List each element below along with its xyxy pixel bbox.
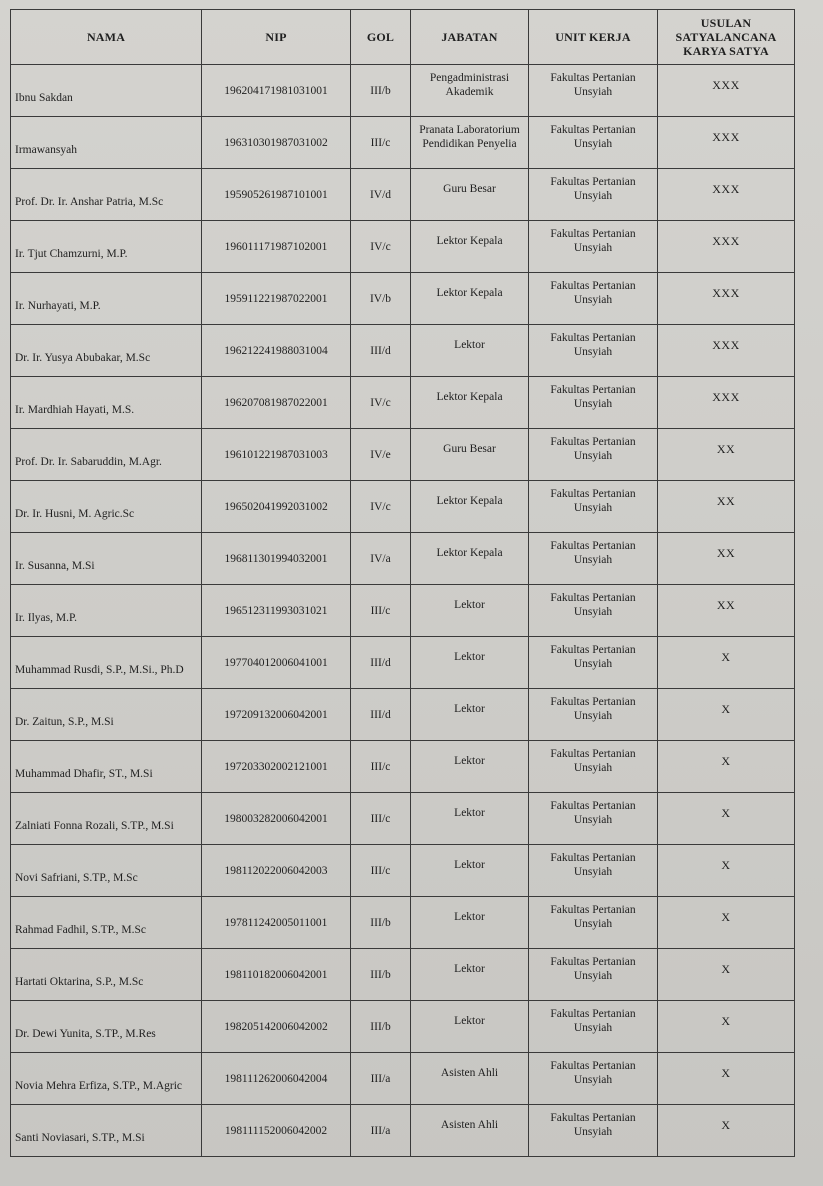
nominee-table	[10, 9, 795, 1157]
unit-line1: Fakultas Pertanian	[550, 903, 636, 916]
unit-kerja-text	[533, 123, 653, 151]
cell-nip: 198110182006042001	[202, 949, 351, 1001]
cell-gol: IV/c	[351, 481, 411, 533]
jabatan-text: Lektor	[454, 338, 485, 351]
cell-gol: III/d	[351, 325, 411, 377]
cell-unit-kerja	[529, 689, 658, 741]
cell-unit-kerja	[529, 637, 658, 689]
cell-jabatan	[411, 429, 529, 481]
cell-unit-kerja	[529, 533, 658, 585]
cell-unit-kerja	[529, 1001, 658, 1053]
unit-kerja-text	[533, 799, 653, 827]
jabatan-text: Guru Besar	[443, 182, 496, 195]
cell-unit-kerja	[529, 377, 658, 429]
unit-line2: Unsyiah	[573, 501, 613, 514]
header-nama: NAMA	[11, 10, 202, 65]
cell-usulan	[658, 481, 795, 533]
unit-kerja-text	[533, 279, 653, 307]
cell-unit-kerja	[529, 897, 658, 949]
usulan-text: XXX	[712, 337, 740, 352]
cell-nama	[11, 741, 202, 793]
cell-usulan	[658, 1105, 795, 1157]
cell-nama	[11, 1105, 202, 1157]
usulan-text: X	[721, 1065, 731, 1080]
cell-jabatan	[411, 1053, 529, 1105]
cell-jabatan	[411, 481, 529, 533]
unit-line1: Fakultas Pertanian	[550, 695, 636, 708]
cell-unit-kerja	[529, 65, 658, 117]
nama-text: Muhammad Rusdi, S.P., M.Si., Ph.D	[15, 663, 184, 676]
unit-kerja-text	[533, 175, 653, 203]
cell-usulan	[658, 377, 795, 429]
unit-kerja-text	[533, 747, 653, 775]
cell-nama	[11, 273, 202, 325]
usulan-text: XXX	[712, 181, 740, 196]
table-row	[11, 1001, 795, 1053]
unit-line1: Fakultas Pertanian	[550, 175, 636, 188]
unit-line1: Fakultas Pertanian	[550, 279, 636, 292]
unit-line1: Fakultas Pertanian	[550, 851, 636, 864]
cell-unit-kerja	[529, 273, 658, 325]
cell-jabatan	[411, 585, 529, 637]
unit-line1: Fakultas Pertanian	[550, 539, 636, 552]
cell-nama	[11, 1053, 202, 1105]
cell-nip: 195905261987101001	[202, 169, 351, 221]
unit-kerja-text	[533, 695, 653, 723]
table-row	[11, 273, 795, 325]
jabatan-text: Lektor	[454, 806, 485, 819]
cell-gol: IV/b	[351, 273, 411, 325]
nama-text: Ir. Tjut Chamzurni, M.P.	[15, 247, 128, 260]
unit-line2: Unsyiah	[573, 657, 613, 670]
unit-line1: Fakultas Pertanian	[550, 799, 636, 812]
usulan-text: XX	[716, 493, 736, 508]
cell-usulan	[658, 221, 795, 273]
unit-line1: Fakultas Pertanian	[550, 1111, 636, 1124]
cell-nama	[11, 429, 202, 481]
jabatan-text: Guru Besar	[443, 442, 496, 455]
cell-jabatan	[411, 117, 529, 169]
table-row	[11, 377, 795, 429]
table-row	[11, 689, 795, 741]
unit-line2: Unsyiah	[573, 137, 613, 150]
cell-nip: 196011171987102001	[202, 221, 351, 273]
table-row	[11, 741, 795, 793]
usulan-text: X	[721, 909, 731, 924]
unit-line2: Unsyiah	[573, 241, 613, 254]
usulan-text: X	[721, 753, 731, 768]
nama-text: Ir. Mardhiah Hayati, M.S.	[15, 403, 135, 416]
nama-text: Prof. Dr. Ir. Sabaruddin, M.Agr.	[15, 455, 162, 468]
cell-usulan	[658, 637, 795, 689]
nama-text: Dr. Ir. Yusya Abubakar, M.Sc	[15, 351, 151, 364]
cell-gol: III/d	[351, 689, 411, 741]
table-row	[11, 637, 795, 689]
cell-nama	[11, 377, 202, 429]
cell-gol: III/b	[351, 949, 411, 1001]
cell-gol: IV/a	[351, 533, 411, 585]
cell-gol: III/a	[351, 1053, 411, 1105]
cell-usulan	[658, 169, 795, 221]
usulan-text: X	[721, 961, 731, 976]
cell-unit-kerja	[529, 1105, 658, 1157]
usulan-text: X	[721, 701, 731, 716]
cell-gol: III/c	[351, 793, 411, 845]
table-body	[11, 65, 795, 1157]
jabatan-text: Lektor	[454, 962, 485, 975]
unit-kerja-text	[533, 435, 653, 463]
cell-unit-kerja	[529, 481, 658, 533]
cell-gol: III/b	[351, 897, 411, 949]
cell-unit-kerja	[529, 845, 658, 897]
cell-nama	[11, 637, 202, 689]
table-row	[11, 1053, 795, 1105]
table-row	[11, 585, 795, 637]
unit-line2: Unsyiah	[573, 397, 613, 410]
nama-text: Zalniati Fonna Rozali, S.TP., M.Si	[15, 819, 174, 832]
table-row	[11, 325, 795, 377]
nama-text: Ir. Susanna, M.Si	[15, 559, 95, 572]
cell-nama	[11, 845, 202, 897]
nama-text: Santi Noviasari, S.TP., M.Si	[15, 1131, 145, 1144]
cell-nama	[11, 325, 202, 377]
unit-line1: Fakultas Pertanian	[550, 591, 636, 604]
table-row	[11, 65, 795, 117]
jabatan-text: Lektor Kepala	[436, 390, 503, 403]
cell-nip: 198112022006042003	[202, 845, 351, 897]
header-usulan-line3: KARYA SATYA	[683, 44, 769, 58]
cell-unit-kerja	[529, 741, 658, 793]
unit-kerja-text	[533, 851, 653, 879]
jabatan-text: Lektor Kepala	[436, 234, 503, 247]
nama-text: Hartati Oktarina, S.P., M.Sc	[15, 975, 144, 988]
cell-nip: 196101221987031003	[202, 429, 351, 481]
unit-line1: Fakultas Pertanian	[550, 227, 636, 240]
table-header-row	[11, 10, 795, 65]
cell-jabatan	[411, 533, 529, 585]
cell-nip: 196212241988031004	[202, 325, 351, 377]
header-usulan-line2: SATYALANCANA	[675, 30, 777, 44]
cell-nip: 196310301987031002	[202, 117, 351, 169]
cell-jabatan	[411, 689, 529, 741]
header-jabatan: JABATAN	[411, 10, 529, 65]
unit-kerja-text	[533, 227, 653, 255]
cell-gol: IV/c	[351, 377, 411, 429]
cell-usulan	[658, 533, 795, 585]
unit-kerja-text	[533, 591, 653, 619]
cell-nip: 198003282006042001	[202, 793, 351, 845]
cell-nip: 197203302002121001	[202, 741, 351, 793]
usulan-text: XX	[716, 441, 736, 456]
nama-text: Dr. Dewi Yunita, S.TP., M.Res	[15, 1027, 156, 1040]
cell-gol: III/c	[351, 845, 411, 897]
usulan-text: XXX	[712, 389, 740, 404]
cell-usulan	[658, 949, 795, 1001]
unit-kerja-text	[533, 1111, 653, 1139]
unit-line2: Unsyiah	[573, 449, 613, 462]
unit-line1: Fakultas Pertanian	[550, 1007, 636, 1020]
cell-jabatan	[411, 377, 529, 429]
cell-gol: IV/d	[351, 169, 411, 221]
jabatan-text: Lektor	[454, 1014, 485, 1027]
unit-kerja-text	[533, 1059, 653, 1087]
cell-nama	[11, 689, 202, 741]
cell-nip: 196502041992031002	[202, 481, 351, 533]
cell-nama	[11, 169, 202, 221]
cell-nama	[11, 897, 202, 949]
unit-kerja-text	[533, 383, 653, 411]
cell-jabatan	[411, 949, 529, 1001]
unit-line2: Unsyiah	[573, 293, 613, 306]
cell-nama	[11, 1001, 202, 1053]
nama-text: Novia Mehra Erfiza, S.TP., M.Agric	[15, 1079, 183, 1092]
nama-text: Dr. Ir. Husni, M. Agric.Sc	[15, 507, 135, 520]
unit-line2: Unsyiah	[573, 1021, 613, 1034]
jabatan-text: Pengadministrasi Akademik	[429, 71, 510, 98]
jabatan-text: Lektor	[454, 598, 485, 611]
header-usulan-line1: USULAN	[700, 16, 752, 30]
cell-jabatan	[411, 273, 529, 325]
cell-jabatan	[411, 221, 529, 273]
unit-kerja-text	[533, 71, 653, 99]
cell-unit-kerja	[529, 429, 658, 481]
unit-line1: Fakultas Pertanian	[550, 71, 636, 84]
header-unit-kerja: UNIT KERJA	[529, 10, 658, 65]
unit-line2: Unsyiah	[573, 553, 613, 566]
unit-kerja-text	[533, 643, 653, 671]
usulan-text: XXX	[712, 233, 740, 248]
cell-gol: III/d	[351, 637, 411, 689]
unit-kerja-text	[533, 1007, 653, 1035]
usulan-text: X	[721, 1013, 731, 1028]
table-row	[11, 117, 795, 169]
cell-usulan	[658, 273, 795, 325]
unit-line2: Unsyiah	[573, 969, 613, 982]
usulan-text: XXX	[712, 285, 740, 300]
unit-line1: Fakultas Pertanian	[550, 643, 636, 656]
usulan-text: XX	[716, 545, 736, 560]
cell-nip: 196512311993031021	[202, 585, 351, 637]
cell-jabatan	[411, 741, 529, 793]
jabatan-text: Lektor Kepala	[436, 546, 503, 559]
usulan-text: X	[721, 1117, 731, 1132]
cell-nama	[11, 793, 202, 845]
unit-line2: Unsyiah	[573, 1125, 613, 1138]
table-row	[11, 897, 795, 949]
unit-line1: Fakultas Pertanian	[550, 123, 636, 136]
table-row	[11, 481, 795, 533]
cell-nip: 197209132006042001	[202, 689, 351, 741]
cell-unit-kerja	[529, 1053, 658, 1105]
jabatan-text: Asisten Ahli	[440, 1066, 499, 1079]
cell-usulan	[658, 897, 795, 949]
unit-line2: Unsyiah	[573, 917, 613, 930]
cell-nama	[11, 481, 202, 533]
cell-usulan	[658, 1001, 795, 1053]
cell-jabatan	[411, 169, 529, 221]
cell-unit-kerja	[529, 793, 658, 845]
cell-gol: IV/e	[351, 429, 411, 481]
unit-kerja-text	[533, 539, 653, 567]
jabatan-text: Lektor	[454, 702, 485, 715]
cell-gol: III/b	[351, 1001, 411, 1053]
jabatan-text: Lektor	[454, 910, 485, 923]
unit-line1: Fakultas Pertanian	[550, 487, 636, 500]
cell-jabatan	[411, 1001, 529, 1053]
unit-line1: Fakultas Pertanian	[550, 1059, 636, 1072]
cell-usulan	[658, 117, 795, 169]
cell-unit-kerja	[529, 221, 658, 273]
unit-line2: Unsyiah	[573, 813, 613, 826]
unit-line1: Fakultas Pertanian	[550, 955, 636, 968]
cell-gol: III/c	[351, 585, 411, 637]
table-row	[11, 1105, 795, 1157]
jabatan-text: Lektor Kepala	[436, 286, 503, 299]
nama-text: Ir. Ilyas, M.P.	[15, 611, 77, 624]
cell-usulan	[658, 1053, 795, 1105]
unit-line1: Fakultas Pertanian	[550, 383, 636, 396]
unit-line2: Unsyiah	[573, 605, 613, 618]
nama-text: Ibnu Sakdan	[15, 91, 73, 104]
table-row	[11, 949, 795, 1001]
cell-jabatan	[411, 637, 529, 689]
unit-kerja-text	[533, 331, 653, 359]
table-row	[11, 429, 795, 481]
cell-unit-kerja	[529, 117, 658, 169]
unit-line2: Unsyiah	[573, 1073, 613, 1086]
cell-gol: III/a	[351, 1105, 411, 1157]
table-row	[11, 221, 795, 273]
cell-gol: III/b	[351, 65, 411, 117]
table-row	[11, 533, 795, 585]
jabatan-text: Lektor	[454, 858, 485, 871]
header-nip: NIP	[202, 10, 351, 65]
jabatan-text: Asisten Ahli	[440, 1118, 499, 1131]
cell-unit-kerja	[529, 949, 658, 1001]
nama-text: Irmawansyah	[15, 143, 77, 156]
header-usulan	[658, 10, 795, 65]
cell-nip: 195911221987022001	[202, 273, 351, 325]
cell-unit-kerja	[529, 585, 658, 637]
cell-unit-kerja	[529, 169, 658, 221]
nama-text: Novi Safriani, S.TP., M.Sc	[15, 871, 138, 884]
usulan-text: XXX	[712, 77, 740, 92]
nama-text: Prof. Dr. Ir. Anshar Patria, M.Sc	[15, 195, 164, 208]
cell-gol: III/c	[351, 117, 411, 169]
jabatan-text: Lektor	[454, 650, 485, 663]
nama-text: Rahmad Fadhil, S.TP., M.Sc	[15, 923, 146, 936]
unit-line2: Unsyiah	[573, 189, 613, 202]
cell-gol: III/c	[351, 741, 411, 793]
usulan-text: XXX	[712, 129, 740, 144]
nama-text: Muhammad Dhafir, ST., M.Si	[15, 767, 153, 780]
cell-usulan	[658, 429, 795, 481]
cell-nama	[11, 533, 202, 585]
unit-line2: Unsyiah	[573, 85, 613, 98]
unit-line2: Unsyiah	[573, 345, 613, 358]
unit-line2: Unsyiah	[573, 865, 613, 878]
unit-line1: Fakultas Pertanian	[550, 435, 636, 448]
table-row	[11, 169, 795, 221]
table-row	[11, 845, 795, 897]
cell-nip: 197704012006041001	[202, 637, 351, 689]
unit-kerja-text	[533, 955, 653, 983]
unit-line2: Unsyiah	[573, 709, 613, 722]
cell-nip: 196207081987022001	[202, 377, 351, 429]
cell-usulan	[658, 585, 795, 637]
cell-jabatan	[411, 845, 529, 897]
cell-usulan	[658, 325, 795, 377]
cell-nip: 198111152006042002	[202, 1105, 351, 1157]
jabatan-text: Pranata Laboratorium Pendidikan Penyelia	[419, 123, 520, 150]
nama-text: Ir. Nurhayati, M.P.	[15, 299, 101, 312]
jabatan-text: Lektor	[454, 754, 485, 767]
cell-jabatan	[411, 1105, 529, 1157]
cell-nama	[11, 117, 202, 169]
cell-nama	[11, 585, 202, 637]
cell-nip: 198111262006042004	[202, 1053, 351, 1105]
cell-jabatan	[411, 793, 529, 845]
cell-jabatan	[411, 65, 529, 117]
cell-usulan	[658, 793, 795, 845]
cell-usulan	[658, 845, 795, 897]
cell-jabatan	[411, 897, 529, 949]
cell-nama	[11, 949, 202, 1001]
cell-unit-kerja	[529, 325, 658, 377]
cell-nama	[11, 65, 202, 117]
unit-kerja-text	[533, 487, 653, 515]
cell-nama	[11, 221, 202, 273]
cell-jabatan	[411, 325, 529, 377]
header-gol: GOL	[351, 10, 411, 65]
cell-nip: 196811301994032001	[202, 533, 351, 585]
cell-usulan	[658, 65, 795, 117]
jabatan-text: Lektor Kepala	[436, 494, 503, 507]
cell-nip: 198205142006042002	[202, 1001, 351, 1053]
unit-line2: Unsyiah	[573, 761, 613, 774]
cell-usulan	[658, 689, 795, 741]
usulan-text: X	[721, 805, 731, 820]
table-row	[11, 793, 795, 845]
unit-line1: Fakultas Pertanian	[550, 331, 636, 344]
nama-text: Dr. Zaitun, S.P., M.Si	[15, 715, 114, 728]
unit-line1: Fakultas Pertanian	[550, 747, 636, 760]
cell-usulan	[658, 741, 795, 793]
unit-kerja-text	[533, 903, 653, 931]
cell-gol: IV/c	[351, 221, 411, 273]
cell-nip: 196204171981031001	[202, 65, 351, 117]
usulan-text: XX	[716, 597, 736, 612]
cell-nip: 197811242005011001	[202, 897, 351, 949]
usulan-text: X	[721, 857, 731, 872]
usulan-text: X	[721, 649, 731, 664]
